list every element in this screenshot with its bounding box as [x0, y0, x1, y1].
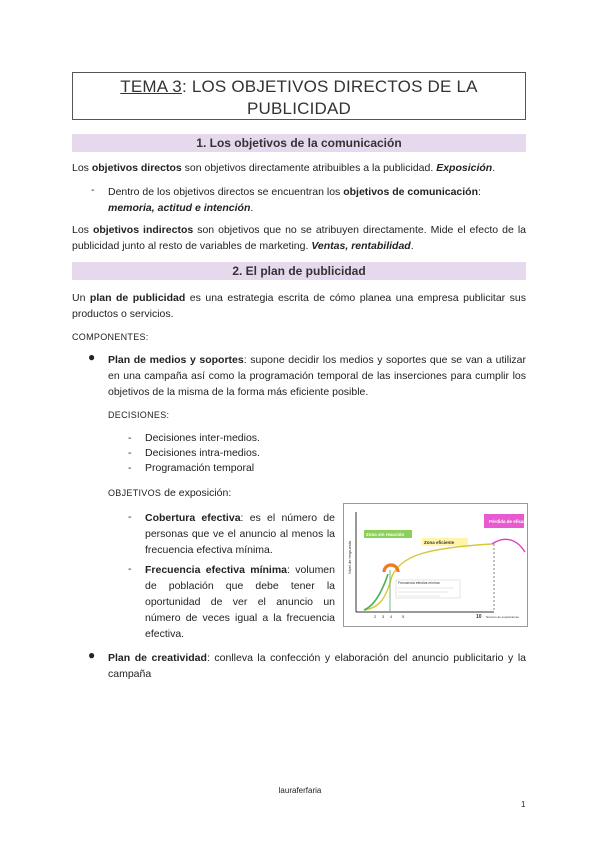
plan-creatividad-item — [108, 650, 526, 682]
text: son objetivos directamente atribuibles a la publicidad. — [181, 162, 437, 174]
bold-term: Frecuencia efectiva mínima — [145, 564, 288, 576]
decision-item: Decisiones intra-medios. — [145, 447, 260, 459]
page-number: 1 — [521, 800, 526, 809]
section1-paragraph2 — [72, 222, 526, 254]
bold-term: Cobertura efectiva — [145, 512, 241, 524]
bold-italic-term: memoria, actitud e intención — [108, 202, 251, 214]
componentes-label: COMPONENTES: — [72, 332, 149, 342]
response-curve-rise — [364, 574, 388, 610]
text: : volumen de población que debe tener la oportunidad de ver el anuncio un número de veces igual a la frecuencia efectiva. — [145, 564, 335, 640]
bold-term: objetivos directos — [91, 162, 182, 174]
tick-label: 4 — [390, 614, 393, 619]
title-tema: TEMA 3 — [120, 77, 182, 96]
text: : es el número de personas que ve el anuncio al menos la frecuencia efectiva mínima. — [145, 512, 335, 556]
zone-eficiente-label: Zona eficiente — [424, 540, 455, 545]
response-curve — [364, 544, 492, 610]
bold-term: objetivos indirectos — [92, 224, 194, 236]
decisiones-label: DECISIONES: — [108, 410, 170, 420]
text: de exposición: — [161, 487, 232, 499]
zone-inerte-label: Zona sin reacción — [366, 532, 405, 537]
bold-term: objetivos de comunicación — [343, 186, 478, 198]
tick-label: 5 — [402, 614, 405, 619]
text: es una estrategia escrita de cómo planea una empresa publicitar sus productos o servicios. — [72, 292, 526, 320]
bold-term: Plan de medios y soportes — [108, 354, 244, 366]
document-title — [72, 72, 526, 120]
plan-medios-item — [108, 352, 526, 400]
text: Dentro de los objetivos directos se encuentran los — [108, 186, 344, 198]
perdida-label: Pérdida de eficacia — [489, 519, 527, 524]
bold-term: Plan de creatividad — [108, 652, 207, 664]
tick-label: 2 — [374, 614, 377, 619]
section2-heading: 2. El plan de publicidad — [72, 262, 526, 280]
text: : supone decidir los medios y soportes que se van a utilizar en una campaña así como la programación temporal de las inserciones para cumplir los objetivos de la misma de la forma más eficiente posible. — [108, 354, 526, 398]
response-curve-diagram — [343, 503, 528, 627]
section1-heading: 1. Los objetivos de la comunicación — [72, 134, 526, 152]
footer-author: lauraferfaria — [278, 786, 322, 795]
text: OBJETIVOS — [108, 488, 162, 498]
tick-label-10: 10 — [476, 614, 482, 620]
decision-item: Programación temporal — [145, 462, 255, 474]
text: : — [478, 186, 481, 198]
loss-curve — [492, 539, 525, 552]
text: . — [250, 202, 254, 214]
dash-marker: - — [128, 563, 132, 575]
text: . — [410, 240, 414, 252]
cobertura-item — [145, 510, 335, 558]
bold-italic-term: Ventas, rentabilidad — [311, 240, 411, 252]
objetivos-label — [108, 486, 231, 501]
section1-dash-item — [108, 184, 526, 216]
bold-term: plan de publicidad — [89, 292, 186, 304]
title-rest: : LOS OBJETIVOS DIRECTOS DE LA — [181, 77, 478, 96]
dash-marker: - — [91, 184, 95, 196]
text: Los — [72, 224, 93, 236]
tick-label: 3 — [382, 614, 385, 619]
section2-paragraph1 — [72, 290, 526, 322]
bold-italic-term: Exposición — [436, 162, 493, 174]
title-line2: PUBLICIDAD — [246, 99, 352, 118]
dash-marker: - — [128, 511, 132, 523]
text: son objetivos que no se atribuyen directamente. Mide el efecto de la publicidad junto al resto de variables de marketing. — [72, 224, 526, 252]
y-axis-label: Nivel de respuesta — [347, 540, 352, 574]
frecuencia-item — [145, 562, 335, 642]
dash-marker: - — [128, 447, 132, 459]
x-axis-label: Número de exposiciones — [486, 615, 520, 619]
diagram-svg — [344, 504, 527, 626]
dash-marker: - — [128, 462, 132, 474]
text: Los — [72, 162, 92, 174]
text: : conlleva la confección y elaboración del anuncio publicitario y la campaña — [108, 652, 526, 680]
section1-paragraph1 — [72, 160, 526, 176]
text: . — [492, 162, 496, 174]
dash-marker: - — [128, 432, 132, 444]
decision-item: Decisiones inter-medios. — [145, 432, 260, 444]
text: Un — [72, 292, 90, 304]
bullet-marker: ● — [88, 350, 96, 364]
bullet-marker: ● — [88, 648, 96, 662]
note-text: Frecuencia efectiva mínima — [398, 581, 440, 585]
